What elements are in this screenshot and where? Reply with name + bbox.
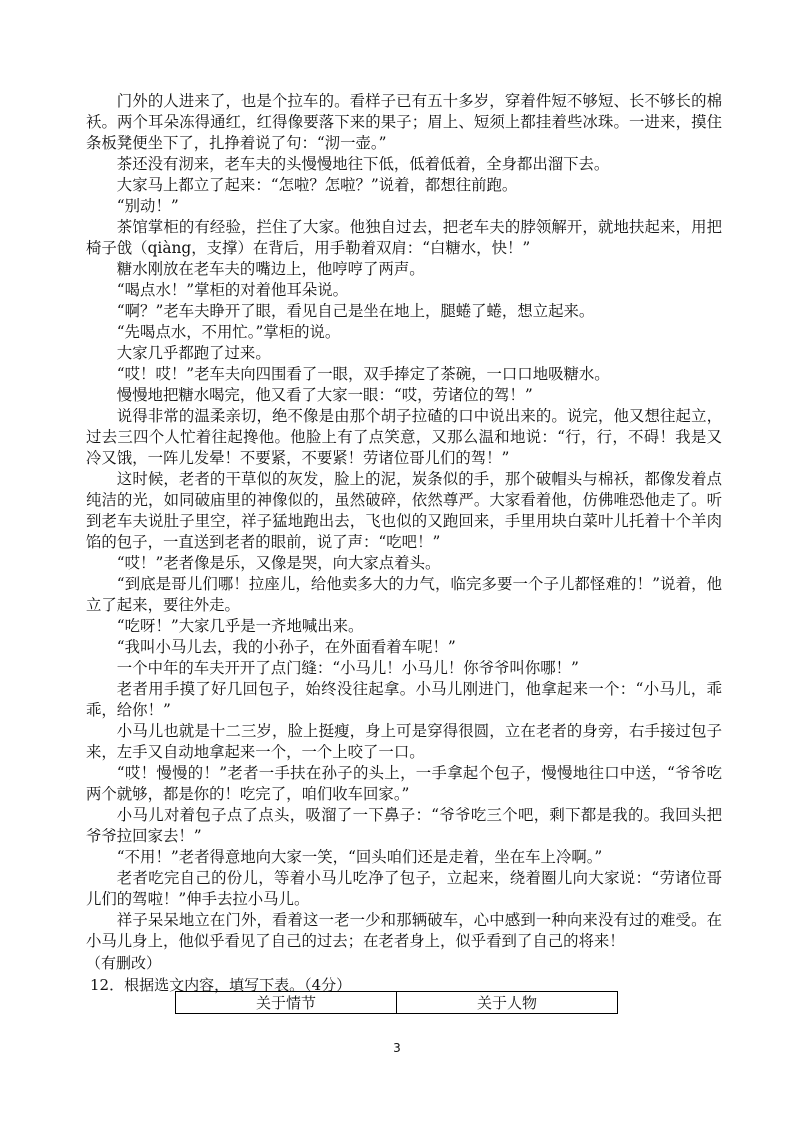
paragraph: “哎！慢慢的！”老者一手扶在孙子的头上，一手拿起个包子，慢慢地往口中送，“爷爷吃两个就够，都是你的！吃完了，咱们收车回家。” <box>86 764 722 803</box>
paragraph: 一个中年的车夫开开了点门缝：“小马儿！小马儿！你爷爷叫你哪！” <box>116 659 579 677</box>
paragraph: “吃呀！”大家几乎是一齐地喊出来。 <box>116 617 364 635</box>
paragraph: 说得非常的温柔亲切，绝不像是由那个胡子拉碴的口中说出来的。说完，他又想往起立，过去三四个人忙着往起搀他。他脸上有了点笑意，又那么温和地说：“行，行，不碍！我是又冷又饿，一阵儿发晕！不要紧，不要紧！劳诸位哥儿们的驾！” <box>86 407 722 467</box>
paragraph: 糖水刚放在老车夫的嘴边上，他哼哼了两声。 <box>116 260 425 278</box>
paragraph: 老者用手摸了好几回包子，始终没往起拿。小马儿刚进门，他拿起来一个：“小马儿，乖乖，给你！” <box>86 680 722 719</box>
paragraph: “喝点水！”掌柜的对着他耳朵说。 <box>116 281 349 299</box>
source-note: （有删改） <box>86 954 162 972</box>
paragraph: 茶馆掌柜的有经验，拦住了大家。他独自过去，把老车夫的脖领解开，就地扶起来，用把椅子戗（qiàng，支撑）在背后，用手勒着双肩：“白糖水，快！” <box>86 218 722 257</box>
paragraph: 老者吃完自己的份儿，等着小马儿吃净了包子，立起来，绕着圈儿向大家说：“劳诸位哥儿们的驾啦！”伸手去拉小马儿。 <box>86 869 722 908</box>
paragraph: 门外的人进来了，也是个拉车的。看样子已有五十多岁，穿着件短不够短、长不够长的棉袄。两个耳朵冻得通红，红得像要落下来的果子；眉上、短须上都挂着些冰珠。一进来，摸住条板凳便坐下了，扎挣着说了句：“沏一壶。” <box>86 92 722 152</box>
paragraph: “别动！” <box>116 197 179 215</box>
paragraph: 祥子呆呆地立在门外，看着这一老一少和那辆破车，心中感到一种向来没有过的难受。在小马儿身上，他似乎看见了自己的过去；在老者身上，似乎看到了自己的将来！ <box>86 911 722 950</box>
paragraph: 小马儿也就是十二三岁，脸上挺瘦，身上可是穿得很圆，立在老者的身旁，右手接过包子来，左手又自动地拿起来一个，一个上咬了一口。 <box>86 722 722 761</box>
article-body <box>86 91 722 996</box>
paragraph: “我叫小马儿去，我的小孙子，在外面看着车呢！” <box>116 638 456 656</box>
paragraph: “不用！”老者得意地向大家一笑，“回头咱们还是走着，坐在车上冷啊。” <box>116 848 603 866</box>
page-number: 3 <box>393 1041 401 1055</box>
paragraph: 小马儿对着包子点了点头，吸溜了一下鼻子：“爷爷吃三个吧，剩下都是我的。我回头把爷爷拉回家去！” <box>86 806 722 845</box>
paragraph: “哎！哎！”老车夫向四围看了一眼，双手捧定了茶碗，一口口地吸糖水。 <box>116 365 610 383</box>
paragraph: 大家几乎都跑了过来。 <box>116 344 271 362</box>
answer-table-header-row <box>176 992 618 1014</box>
question-12: 12．根据选文内容，填写下表。（4分） <box>90 976 352 994</box>
header-plot: 关于情节 <box>176 992 397 1014</box>
paragraph: “啊？”老车夫睁开了眼，看见自己是坐在地上，腿蜷了蜷，想立起来。 <box>116 302 595 320</box>
paragraph: “哎！”老者像是乐，又像是哭，向大家点着头。 <box>116 554 441 572</box>
paragraph: 茶还没有沏来，老车夫的头慢慢地往下低，低着低着，全身都出溜下去。 <box>116 155 610 173</box>
paragraph: 这时候，老者的干草似的灰发，脸上的泥，炭条似的手，那个破帽头与棉袄，都像发着点纯洁的光，如同破庙里的神像似的，虽然破碎，依然尊严。大家看着他，仿佛唯恐他走了。听到老车夫说肚子里空，祥子猛地跑出去，飞也似的又跑回来，手里用块白菜叶儿托着十个羊肉馅的包子，一直送到老者的眼前，说了声：“吃吧！” <box>86 470 722 551</box>
answer-table <box>175 991 618 1014</box>
header-character: 关于人物 <box>397 992 618 1014</box>
paragraph: “先喝点水，不用忙。”掌柜的说。 <box>116 323 341 341</box>
paragraph: 大家马上都立了起来：“怎啦？怎啦？”说着，都想往前跑。 <box>116 176 518 194</box>
paragraph: “到底是哥儿们哪！拉座儿，给他卖多大的力气，临完多要一个子儿都怪难的！”说着，他立了起来，要往外走。 <box>86 575 722 614</box>
paragraph: 慢慢地把糖水喝完，他又看了大家一眼：“哎，劳诸位的驾！” <box>116 386 533 404</box>
